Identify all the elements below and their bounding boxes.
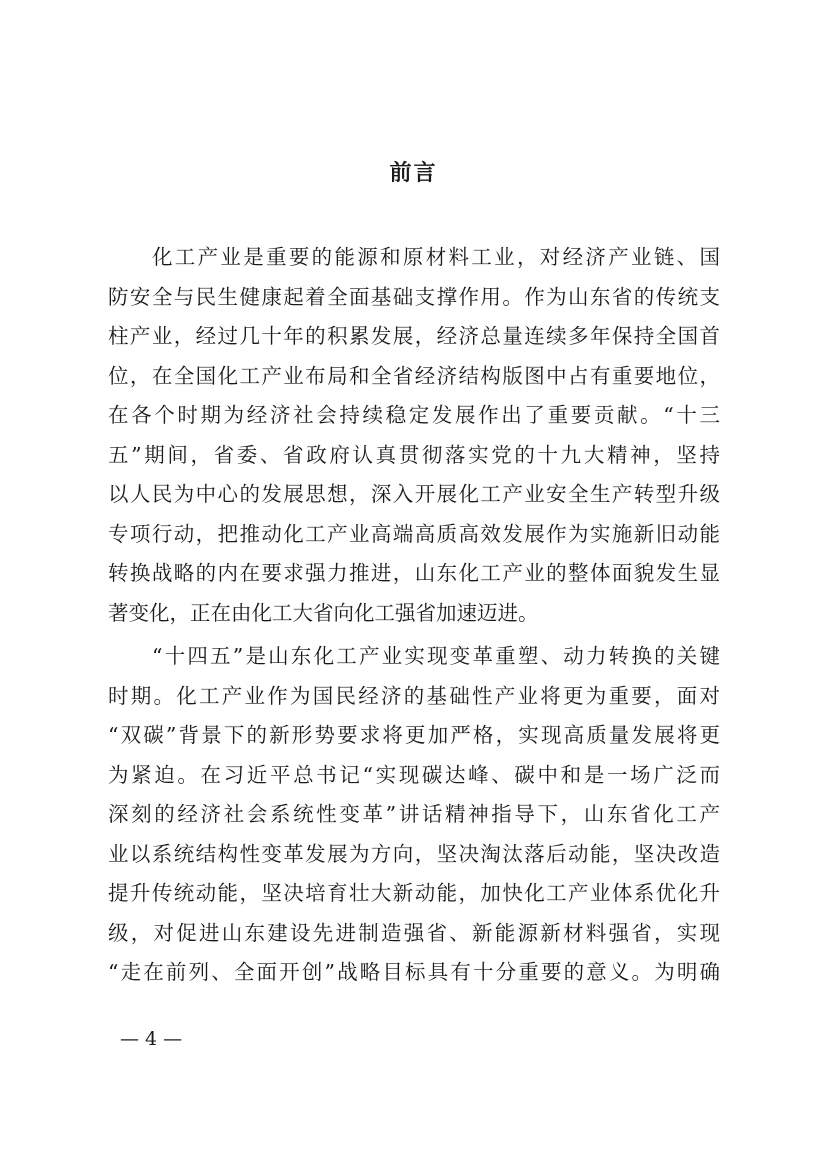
text-line: 提升传统动能，坚决培育壮大新动能，加快化工产业体系优化升 — [108, 881, 720, 905]
text-line: “走在前列、全面开创”战略目标具有十分重要的意义。为明确 — [108, 960, 720, 984]
text-line: “十四五”是山东化工产业实现变革重塑、动力转换的关键 — [152, 644, 720, 668]
text-line: 位，在全国化工产业布局和全省经济结构版图中占有重要地位， — [108, 363, 720, 388]
text-line: 著变化，正在由化工大省向化工强省加速迈进。 — [108, 600, 539, 625]
text-line: 专项行动，把推动化工产业高端高质高效发展作为实施新旧动能 — [108, 521, 720, 546]
page-number: — 4 — — [120, 1028, 183, 1050]
text-line: 转换战略的内在要求强力推进，山东化工产业的整体面貌发生显 — [108, 561, 720, 585]
text-line: 五”期间，省委、省政府认真贯彻落实党的十九大精神，坚持 — [108, 442, 720, 467]
paragraph-2 — [108, 637, 720, 993]
text-line: 柱产业，经过几十年的积累发展，经济总量连续多年保持全国首 — [108, 324, 720, 348]
page-title: 前言 — [389, 161, 438, 186]
text-line: 为紧迫。在习近平总书记“实现碳达峰、碳中和是一场广泛而 — [108, 762, 720, 787]
text-line: 深刻的经济社会系统性变革”讲话精神指导下，山东省化工产 — [108, 802, 720, 826]
text-line: 化工产业是重要的能源和原材料工业，对经济产业链、国 — [152, 245, 720, 269]
text-line: 防安全与民生健康起着全面基础支撑作用。作为山东省的传统支 — [108, 284, 720, 309]
text-line: 级，对促进山东建设先进制造强省、新能源新材料强省，实现 — [108, 920, 720, 945]
text-line: 业以系统结构性变革发展为方向，坚决淘汰落后动能，坚决改造 — [108, 841, 720, 866]
text-line: “双碳”背景下的新形势要求将更加严格，实现高质量发展将更 — [108, 723, 720, 747]
paragraph-1 — [108, 238, 720, 633]
text-line: 以人民为中心的发展思想，深入开展化工产业安全生产转型升级 — [108, 482, 720, 506]
text-line: 在各个时期为经济社会持续稳定发展作出了重要贡献。“十三 — [108, 403, 720, 427]
text-line: 时期。化工产业作为国民经济的基础性产业将更为重要，面对 — [108, 683, 720, 708]
body-text — [108, 238, 720, 993]
